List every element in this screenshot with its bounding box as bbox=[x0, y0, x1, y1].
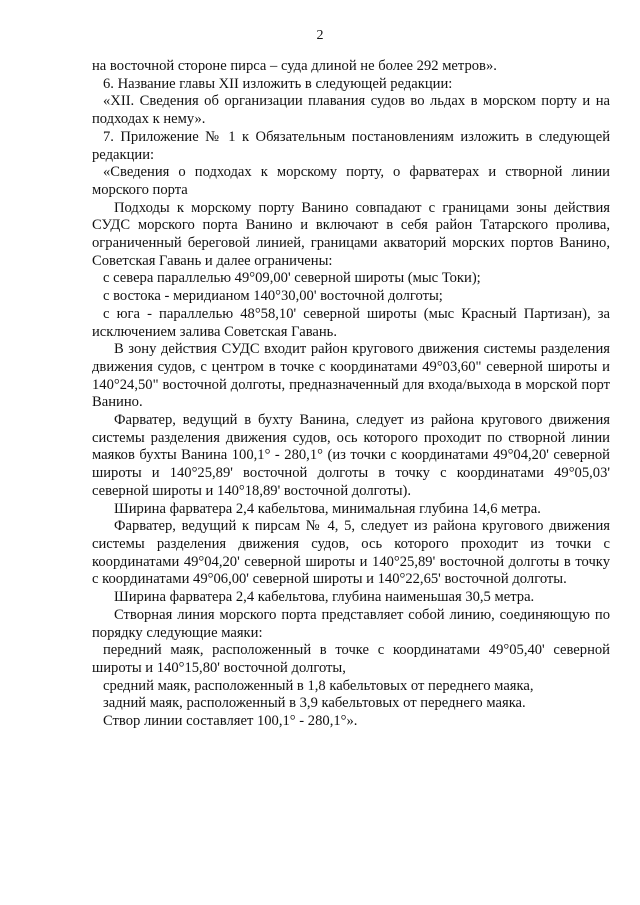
paragraph: В зону действия СУДС входит район кругового движения системы разделения движения судов, с центром в точке с координатами 49°03,60" северной широты и 140°24,50" восточной долготы, предназначенный для входа/выхода в морской порт Ванино. bbox=[92, 341, 610, 411]
paragraph: «XII. Сведения об организации плавания судов во льдах в морском порту и на подходах к нему». bbox=[92, 93, 610, 128]
paragraph: Створная линия морского порта представляет собой линию, соединяющую по порядку следующие маяки: bbox=[92, 606, 610, 641]
list-item: с юга - параллелью 48°58,10' северной широты (мыс Красный Партизан), за исключением залива Советская Гавань. bbox=[92, 305, 610, 340]
list-item: средний маяк, расположенный в 1,8 кабельтовых от переднего маяка, bbox=[103, 677, 534, 694]
paragraph: Подходы к морскому порту Ванино совпадают с границами зоны действия СУДС морского порта Ванино и включают в себя район Татарского пролива, ограниченный береговой линией, границами акваторий морских портов Ванино, Советская Гавань и далее ограничены: bbox=[92, 199, 610, 269]
page-number: 2 bbox=[316, 28, 324, 43]
paragraph: Ширина фарватера 2,4 кабельтова, глубина наименьшая 30,5 метра. bbox=[114, 589, 535, 606]
paragraph: Ширина фарватера 2,4 кабельтова, минимальная глубина 14,6 метра. bbox=[114, 500, 541, 517]
paragraph: Фарватер, ведущий к пирсам № 4, 5, следует из района кругового движения системы разделения движения судов, ось которого проходит из точки с координатами 49°04,20' северной широты и 140°25,89' восточной долготы в точку с координатами 49°06,00' северной широты и 140°22,65' восточной долготы. bbox=[92, 518, 610, 588]
paragraph: 7. Приложение № 1 к Обязательным постановлениям изложить в следующей редакции: bbox=[92, 128, 610, 163]
paragraph: «Сведения о подходах к морскому порту, о фарватерах и створной линии морского порта bbox=[92, 164, 610, 198]
list-item: задний маяк, расположенный в 3,9 кабельтовых от переднего маяка. bbox=[103, 695, 526, 712]
paragraph: на восточной стороне пирса – суда длиной не более 292 метров». bbox=[92, 58, 497, 74]
paragraph: Фарватер, ведущий в бухту Ванина, следует из района кругового движения системы разделения движения судов, ось которого проходит по створной линии маяков бухты Ванина 100,1° - 280,1° (из точки с координатами 49°04,20' северной широты и 140°25,89' восточной долготы в точку с координатами 49°05,03' северной широты и 140°18,89' восточной долготы). bbox=[92, 412, 610, 499]
list-item: с востока - меридианом 140°30,00' восточной долготы; bbox=[103, 288, 443, 305]
paragraph: Створ линии составляет 100,1° - 280,1°». bbox=[103, 713, 358, 730]
list-item: передний маяк, расположенный в точке с координатами 49°05,40' северной широты и 140°15,80' восточной долготы, bbox=[92, 642, 610, 676]
document-body bbox=[92, 58, 610, 731]
list-item: с севера параллелью 49°09,00' северной широты (мыс Токи); bbox=[103, 270, 481, 287]
paragraph: 6. Название главы XII изложить в следующей редакции: bbox=[103, 75, 453, 92]
